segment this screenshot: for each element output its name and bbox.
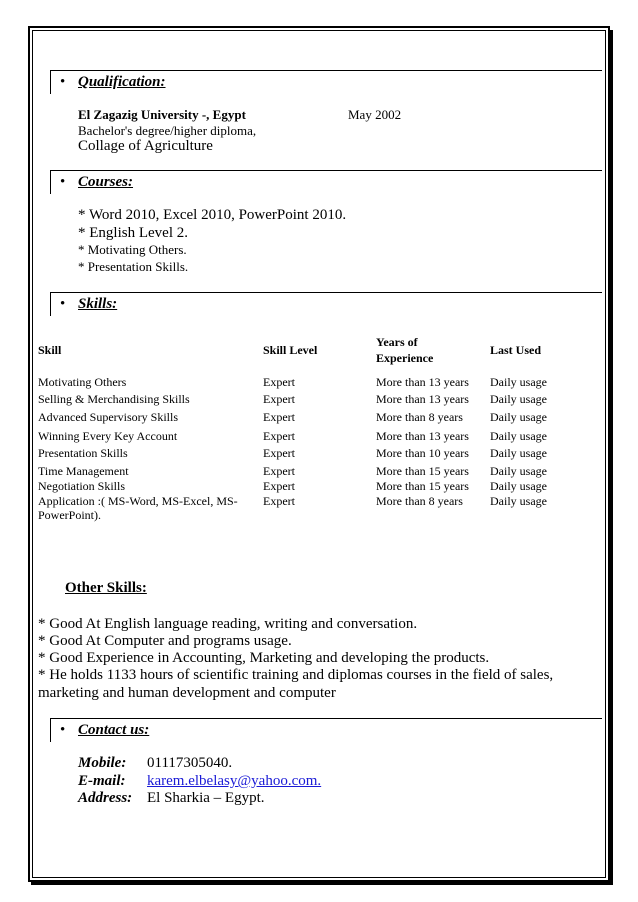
- courses-title: Courses:: [78, 174, 134, 190]
- qualification-degree: Bachelor's degree/higher diploma,: [78, 123, 257, 138]
- other-skill-line: marketing and human development and computer: [38, 685, 336, 701]
- bullet-icon: •: [60, 74, 66, 90]
- qualification-college: Collage of Agriculture: [78, 138, 213, 154]
- mobile-value: 01117305040.: [147, 755, 233, 771]
- skills-header-last-used: Last Used: [490, 343, 542, 357]
- qualification-heading: [50, 70, 602, 94]
- qualification-date: May 2002: [348, 107, 402, 122]
- other-skills-title: Other Skills:: [65, 580, 147, 596]
- resume-page: • Qualification: El Zagazig University -, Egypt May 2002 Bachelor's degree/higher diploma, Collage of Agriculture • Courses: * Word 2010, Excel 2010, PowerPoint 2010. * English Level 2. * Motivating Others. * Presentation Skills. • Skills: Skill Skill Level Years of Experience Last Used Motivating Others Expert More than 13 years Daily usage Selling & Merchandising Skills Expert More than 13 years Daily usage Advanced Supervisory Skills Expert More than 8 years Daily usage Winning Every Key Account Expert More than 13 years Daily usage Presentation Skills Expert More than 10 years Daily usage Time Management Expert More than 15 years Daily usage Negotiation Skills Expert More than 15 years Daily usage Application :( MS-Word, MS-Excel, MS- Expert More than 8 years Daily usage PowerPoint). Other Skills: * Good At English language reading, writing and conversation. * Good At Computer and programs usage. * Good Experience in Accounting, Marketing and developing the products. * He holds 1133 hours of scientific training and diplomas courses in the field of sales, marketing and human development and computer • Contact us: Mobile: 01117305040. E-mail: karem.elbelasy@yahoo.com. Address: El Sharkia – Egypt.: [0, 0, 638, 902]
- other-skill-line: * Good At English language reading, writing and conversation.: [38, 616, 418, 632]
- qualification-university: El Zagazig University -, Egypt: [78, 107, 246, 122]
- bullet-icon: •: [60, 722, 66, 738]
- contact-title: Contact us:: [78, 722, 150, 738]
- course-item: * Word 2010, Excel 2010, PowerPoint 2010.: [78, 207, 347, 223]
- course-item: * English Level 2.: [78, 225, 188, 241]
- address-value: El Sharkia – Egypt.: [147, 790, 265, 806]
- qualification-title: Qualification:: [78, 74, 166, 90]
- courses-heading: [50, 170, 602, 194]
- other-skill-line: * Good At Computer and programs usage.: [38, 633, 292, 649]
- other-skill-line: * Good Experience in Accounting, Marketing and developing the products.: [38, 650, 490, 666]
- course-item: * Motivating Others.: [78, 242, 187, 257]
- email-link[interactable]: karem.elbelasy@yahoo.com.: [147, 773, 322, 789]
- bullet-icon: •: [60, 174, 66, 190]
- skills-heading: [50, 292, 602, 316]
- skills-title: Skills:: [78, 296, 118, 312]
- contact-heading: [50, 718, 602, 742]
- mobile-label: Mobile:: [78, 755, 127, 771]
- address-label: Address:: [78, 790, 133, 806]
- skills-header-skill: Skill: [38, 343, 62, 357]
- page-border-shadow-right: [610, 30, 613, 885]
- table-row-continuation: PowerPoint).: [38, 508, 101, 522]
- course-item: * Presentation Skills.: [78, 259, 189, 274]
- email-label: E-mail:: [78, 773, 126, 789]
- skills-header-years-1: Years of: [376, 335, 418, 349]
- skills-header-years-2: Experience: [376, 351, 434, 365]
- bullet-icon: •: [60, 296, 66, 312]
- other-skill-line: * He holds 1133 hours of scientific training and diplomas courses in the field of sales,: [38, 667, 554, 683]
- skills-header-level: Skill Level: [263, 343, 318, 357]
- page-border-shadow-bottom: [31, 882, 613, 885]
